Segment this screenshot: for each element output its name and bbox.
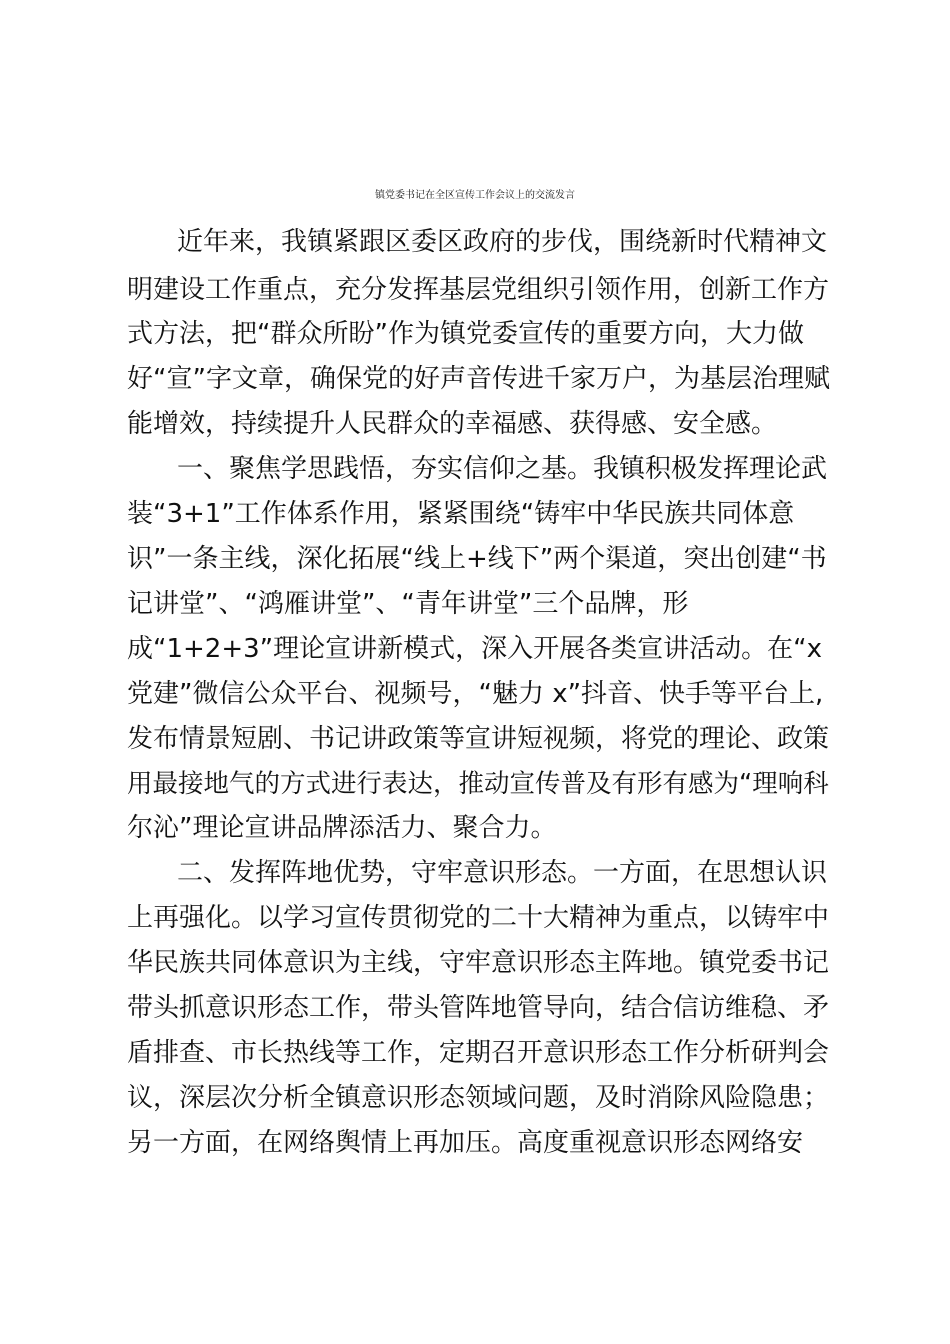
paragraph-line: 装“3+1”工作体系作用，紧紧围绕“铸牢中华民族共同体意 xyxy=(127,499,795,529)
paragraph-line: 盾排查、市长热线等工作，定期召开意识形态工作分析研判会 xyxy=(127,1038,830,1068)
paragraph-line: 发布情景短剧、书记讲政策等宣讲短视频，将党的理论、政策 xyxy=(127,724,830,754)
paragraph-line: 另一方面，在网络舆情上再加压。高度重视意识形态网络安 xyxy=(127,1128,804,1158)
paragraph-line: 近年来，我镇紧跟区委区政府的步伐，围绕新时代精神文 xyxy=(177,227,828,257)
paragraph-line: 能增效，持续提升人民群众的幸福感、获得感、安全感。 xyxy=(127,409,778,439)
paragraph-line: 尔沁”理论宣讲品牌添活力、聚合力。 xyxy=(127,813,557,843)
paragraph-line: 好“宣”字文章，确保党的好声音传进千家万户，为基层治理赋 xyxy=(127,364,830,394)
paragraph-line: 识”一条主线，深化拓展“线上+线下”两个渠道，突出创建“书 xyxy=(127,544,827,574)
paragraph-line: 带头抓意识形态工作，带头管阵地管导向，结合信访维稳、矛 xyxy=(127,993,830,1023)
document-title: 镇党委书记在全区宣传工作会议上的交流发言 xyxy=(375,190,575,201)
paragraph-line: 上再强化。以学习宣传贯彻党的二十大精神为重点，以铸牢中 xyxy=(127,903,830,933)
paragraph-line: 二、发挥阵地优势，守牢意识形态。一方面，在思想认识 xyxy=(177,858,828,888)
paragraph-line: 用最接地气的方式进行表达，推动宣传普及有形有感为“理响科 xyxy=(127,769,829,799)
paragraph-line: 成“1+2+3”理论宣讲新模式，深入开展各类宣讲活动。在“x xyxy=(127,634,822,664)
paragraph-line: 党建”微信公众平台、视频号，“魅力 x”抖音、快手等平台上, xyxy=(127,679,824,709)
paragraph-line: 式方法，把“群众所盼”作为镇党委宣传的重要方向，大力做 xyxy=(127,319,804,349)
paragraph-line: 明建设工作重点，充分发挥基层党组织引领作用，创新工作方 xyxy=(127,275,830,305)
paragraph-line: 华民族共同体意识为主线，守牢意识形态主阵地。镇党委书记 xyxy=(127,948,830,978)
paragraph-line: 议，深层次分析全镇意识形态领域问题，及时消除风险隐患； xyxy=(127,1083,830,1113)
paragraph-line: 记讲堂”、“鸿雁讲堂”、“青年讲堂”三个品牌，形 xyxy=(127,589,689,619)
paragraph-line: 一、聚焦学思践悟，夯实信仰之基。我镇积极发挥理论武 xyxy=(177,454,828,484)
